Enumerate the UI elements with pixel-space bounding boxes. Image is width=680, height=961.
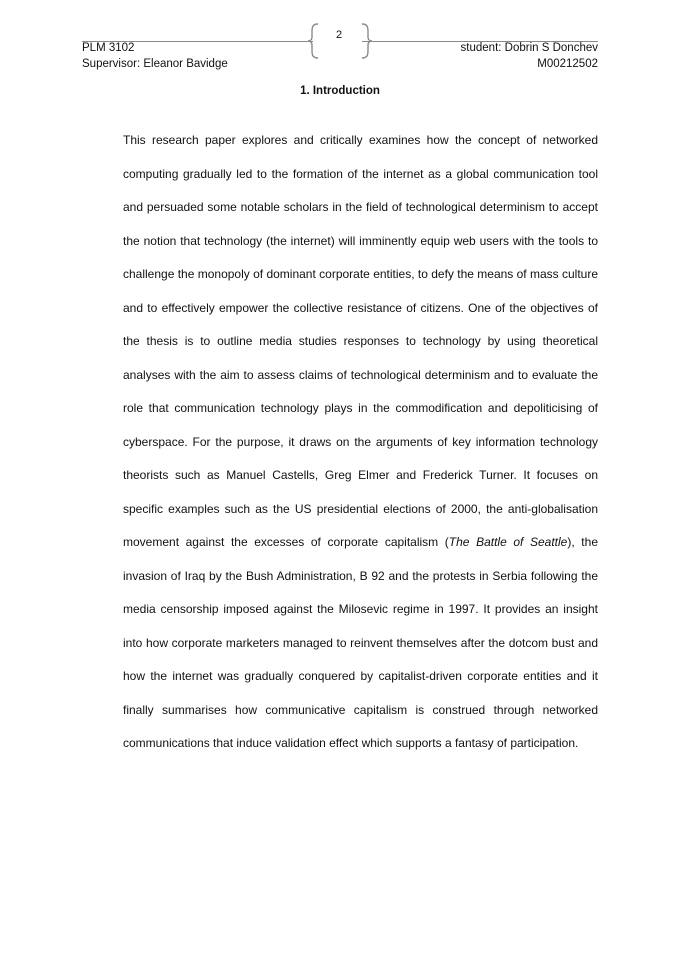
student-name: student: Dobrin S Donchev [460,42,598,54]
student-id: M00212502 [537,58,598,70]
italic-title: The Battle of Seattle [448,535,568,549]
course-code: PLM 3102 [82,42,135,54]
supervisor-name: Supervisor: Eleanor Bavidge [82,58,228,70]
introduction-paragraph [123,124,598,761]
page-number: 2 [335,29,343,41]
paragraph-text-part1: This research paper explores and critically examines how the concept of networked computing gradually led to the formation of the internet as a global communication tool and persuaded some notable scholars in the field of technological determinism to accept the notion that technology (the internet) will imminently equip web users with the tools to challenge the monopoly of dominant corporate entities, to defy the means of mass culture and to effectively empower the collective resistance of citizens. One of the objectives of the thesis is to outline media studies responses to technology by using theoretical analyses with the aim to assess claims of technological determinism and to evaluate the role that communication technology plays in the commodification and depoliticising of cyberspace. For the purpose, it draws on the arguments of key information technology theorists such as Manuel Castells, Greg Elmer and Frederick Turner. It focuses on specific examples such as the US presidential elections of 2000, the anti-globalisation movement against the excesses of corporate capitalism ( [123,133,598,549]
page-number-bracket [308,22,372,60]
section-heading: 1. Introduction [300,85,380,97]
paragraph-text-part2: ), the invasion of Iraq by the Bush Administration, B 92 and the protests in Serbia following the media censorship imposed against the Milosevic regime in 1997. It provides an insight into how corporate marketers managed to reinvent themselves after the dotcom bust and how the internet was gradually conquered by capitalist-driven corporate entities and it finally summarises how communicative capitalism is construed through networked communications that induce validation effect which supports a fantasy of participation. [123,535,598,750]
